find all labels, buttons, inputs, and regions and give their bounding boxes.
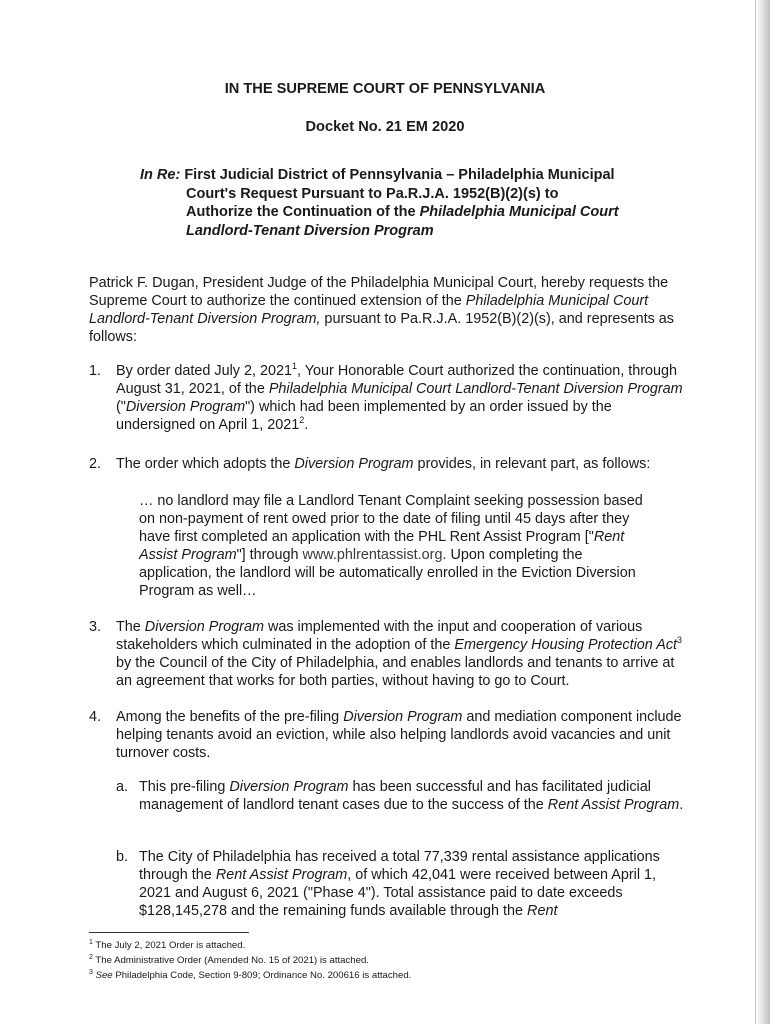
item-2-body: [116, 455, 691, 473]
item-4-text-italic: Diversion Program: [343, 709, 463, 725]
footnote-2: [89, 953, 689, 968]
quote-text-c: "] through: [236, 547, 303, 563]
item-2-text-c: provides, in relevant part, as follows:: [413, 456, 651, 472]
item-4a-text-a: This pre-filing: [139, 779, 230, 795]
intro-text-c: pursuant to Pa.R.J.A. 1952(B)(2)(s), and represents as follows:: [89, 311, 674, 345]
footnote-3-text: Philadelphia Code, Section 9-809; Ordinance No. 200616 is attached.: [112, 970, 412, 981]
sub-item-4b-body: [139, 848, 684, 920]
footnote-1-number: 1: [89, 938, 93, 946]
item-4b-text-italic-d: Rent: [527, 903, 558, 919]
item-4a-text-italic-d: Rent Assist Program: [547, 797, 680, 813]
item-4a-text-c: has been successful and has facilitated judicial management of landlord tenant cases due to the success of the: [139, 779, 651, 813]
docket-number: Docket No. 21 EM 2020: [305, 119, 465, 135]
item-1-body: [116, 362, 691, 434]
item-4a-text-e: .: [679, 797, 684, 813]
item-1-text-d: (": [116, 399, 126, 415]
item-3-text-c: was implemented with the input and cooperation of various stakeholders which culminated in the adoption of the: [116, 619, 643, 653]
item-4a-text-italic-b: Diversion Program: [229, 779, 349, 795]
item-1-text-f: ") which had been implemented by an order issued by the undersigned on April 1, 2021: [116, 399, 612, 433]
in-re-prefix: In Re:: [140, 167, 181, 183]
footnote-1-text: The July 2, 2021 Order is attached.: [92, 940, 246, 951]
footnote-3-see: See: [92, 970, 113, 981]
item-1-text-b: , Your Honorable Court authorized the continuation, through August 31, 2021, of the: [116, 363, 678, 397]
court-heading: IN THE SUPREME COURT OF PENNSYLVANIA: [224, 81, 546, 97]
footnote-2-number: 2: [89, 953, 93, 961]
item-4-body: [116, 708, 691, 762]
quote-text-italic: Rent Assist Program: [139, 529, 625, 563]
item-4-text-a: Among the benefits of the pre-filing: [116, 709, 344, 725]
sub-item-letter: b.: [116, 849, 129, 865]
item-3-text-italic-d: Emergency Housing Protection Act: [454, 637, 678, 653]
in-re-line-3: Authorize the Continuation of the: [186, 204, 420, 221]
rent-assist-link[interactable]: www.phlrentassist.org: [302, 547, 443, 563]
footnote-2-text: The Administrative Order (Amended No. 15 of 2021) is attached.: [92, 955, 369, 966]
quote-text-d: . Upon completing the application, the landlord will be automatically enrolled in the Eviction Diversion Program as well…: [139, 547, 636, 599]
item-3-text-e: by the Council of the City of Philadelphia, and enables landlords and tenants to arrive at an agreement that works for both parties, without having to go to Court.: [116, 655, 675, 689]
block-quote: [139, 492, 659, 600]
item-2-text-italic: Diversion Program: [294, 456, 414, 472]
item-1-text-a: By order dated July 2, 2021: [116, 363, 292, 379]
item-4b-text-italic-b: Rent Assist Program: [215, 867, 348, 883]
item-1-text-italic-c: Philadelphia Municipal Court Landlord-Tenant Diversion Program: [268, 381, 683, 397]
page-edge-shadow: [756, 0, 770, 1024]
item-3-text-a: The: [116, 619, 145, 635]
item-number: 4.: [89, 709, 102, 725]
sub-item-4a-body: [139, 778, 684, 814]
quote-text-a: … no landlord may file a Landlord Tenant Complaint seeking possession based on non-payment of rent owed prior to the date of filing until 45 days after they have first completed an application with the PHL Rent Assist Program [": [139, 493, 643, 545]
item-4b-text-c: , of which 42,041 were received between April 1, 2021 and August 6, 2021 ("Phase 4"). Total assistance paid to date exceeds $128,145,278 and the remaining funds available through the: [139, 867, 657, 919]
item-3-body: [116, 618, 691, 690]
footnote-1: [89, 938, 689, 953]
item-number: 1.: [89, 363, 102, 379]
item-3-text-italic-b: Diversion Program: [144, 619, 264, 635]
in-re-caption: [140, 166, 660, 240]
item-4b-text-a: The City of Philadelphia has received a total 77,339 rental assistance applications through the: [139, 849, 660, 883]
item-4-text-c: and mediation component include helping tenants avoid an eviction, while also helping landlords avoid vacancies and unit turnover costs.: [116, 709, 682, 761]
in-re-line-3-italic: Philadelphia Municipal Court: [419, 204, 619, 221]
intro-text-a: Patrick F. Dugan, President Judge of the Philadelphia Municipal Court, hereby requests the Supreme Court to authorize the continued extension of the: [89, 275, 669, 309]
footnote-3-number: 3: [89, 968, 93, 976]
in-re-line-4: Landlord-Tenant Diversion Program: [186, 222, 434, 239]
footnotes: [89, 938, 689, 983]
item-1-text-italic-e: Diversion Program: [125, 399, 246, 415]
intro-text-italic: Philadelphia Municipal Court Landlord-Tenant Diversion Program,: [89, 293, 649, 327]
footnote-3: [89, 968, 689, 983]
footnote-ref-3: 3: [677, 635, 683, 646]
sub-item-letter: a.: [116, 779, 129, 795]
footnote-ref-1: 1: [292, 361, 298, 372]
footnote-ref-2: 2: [299, 415, 305, 426]
in-re-line-1: First Judicial District of Pennsylvania – Philadelphia Municipal: [184, 167, 615, 183]
item-number: 3.: [89, 619, 102, 635]
footnote-divider: [89, 932, 249, 933]
item-1-text-g: .: [304, 417, 309, 433]
intro-paragraph: [89, 274, 689, 346]
item-number: 2.: [89, 456, 102, 472]
item-2-text-a: The order which adopts the: [116, 456, 295, 472]
in-re-line-2: Court's Request Pursuant to Pa.R.J.A. 1952(B)(2)(s) to: [186, 185, 559, 202]
